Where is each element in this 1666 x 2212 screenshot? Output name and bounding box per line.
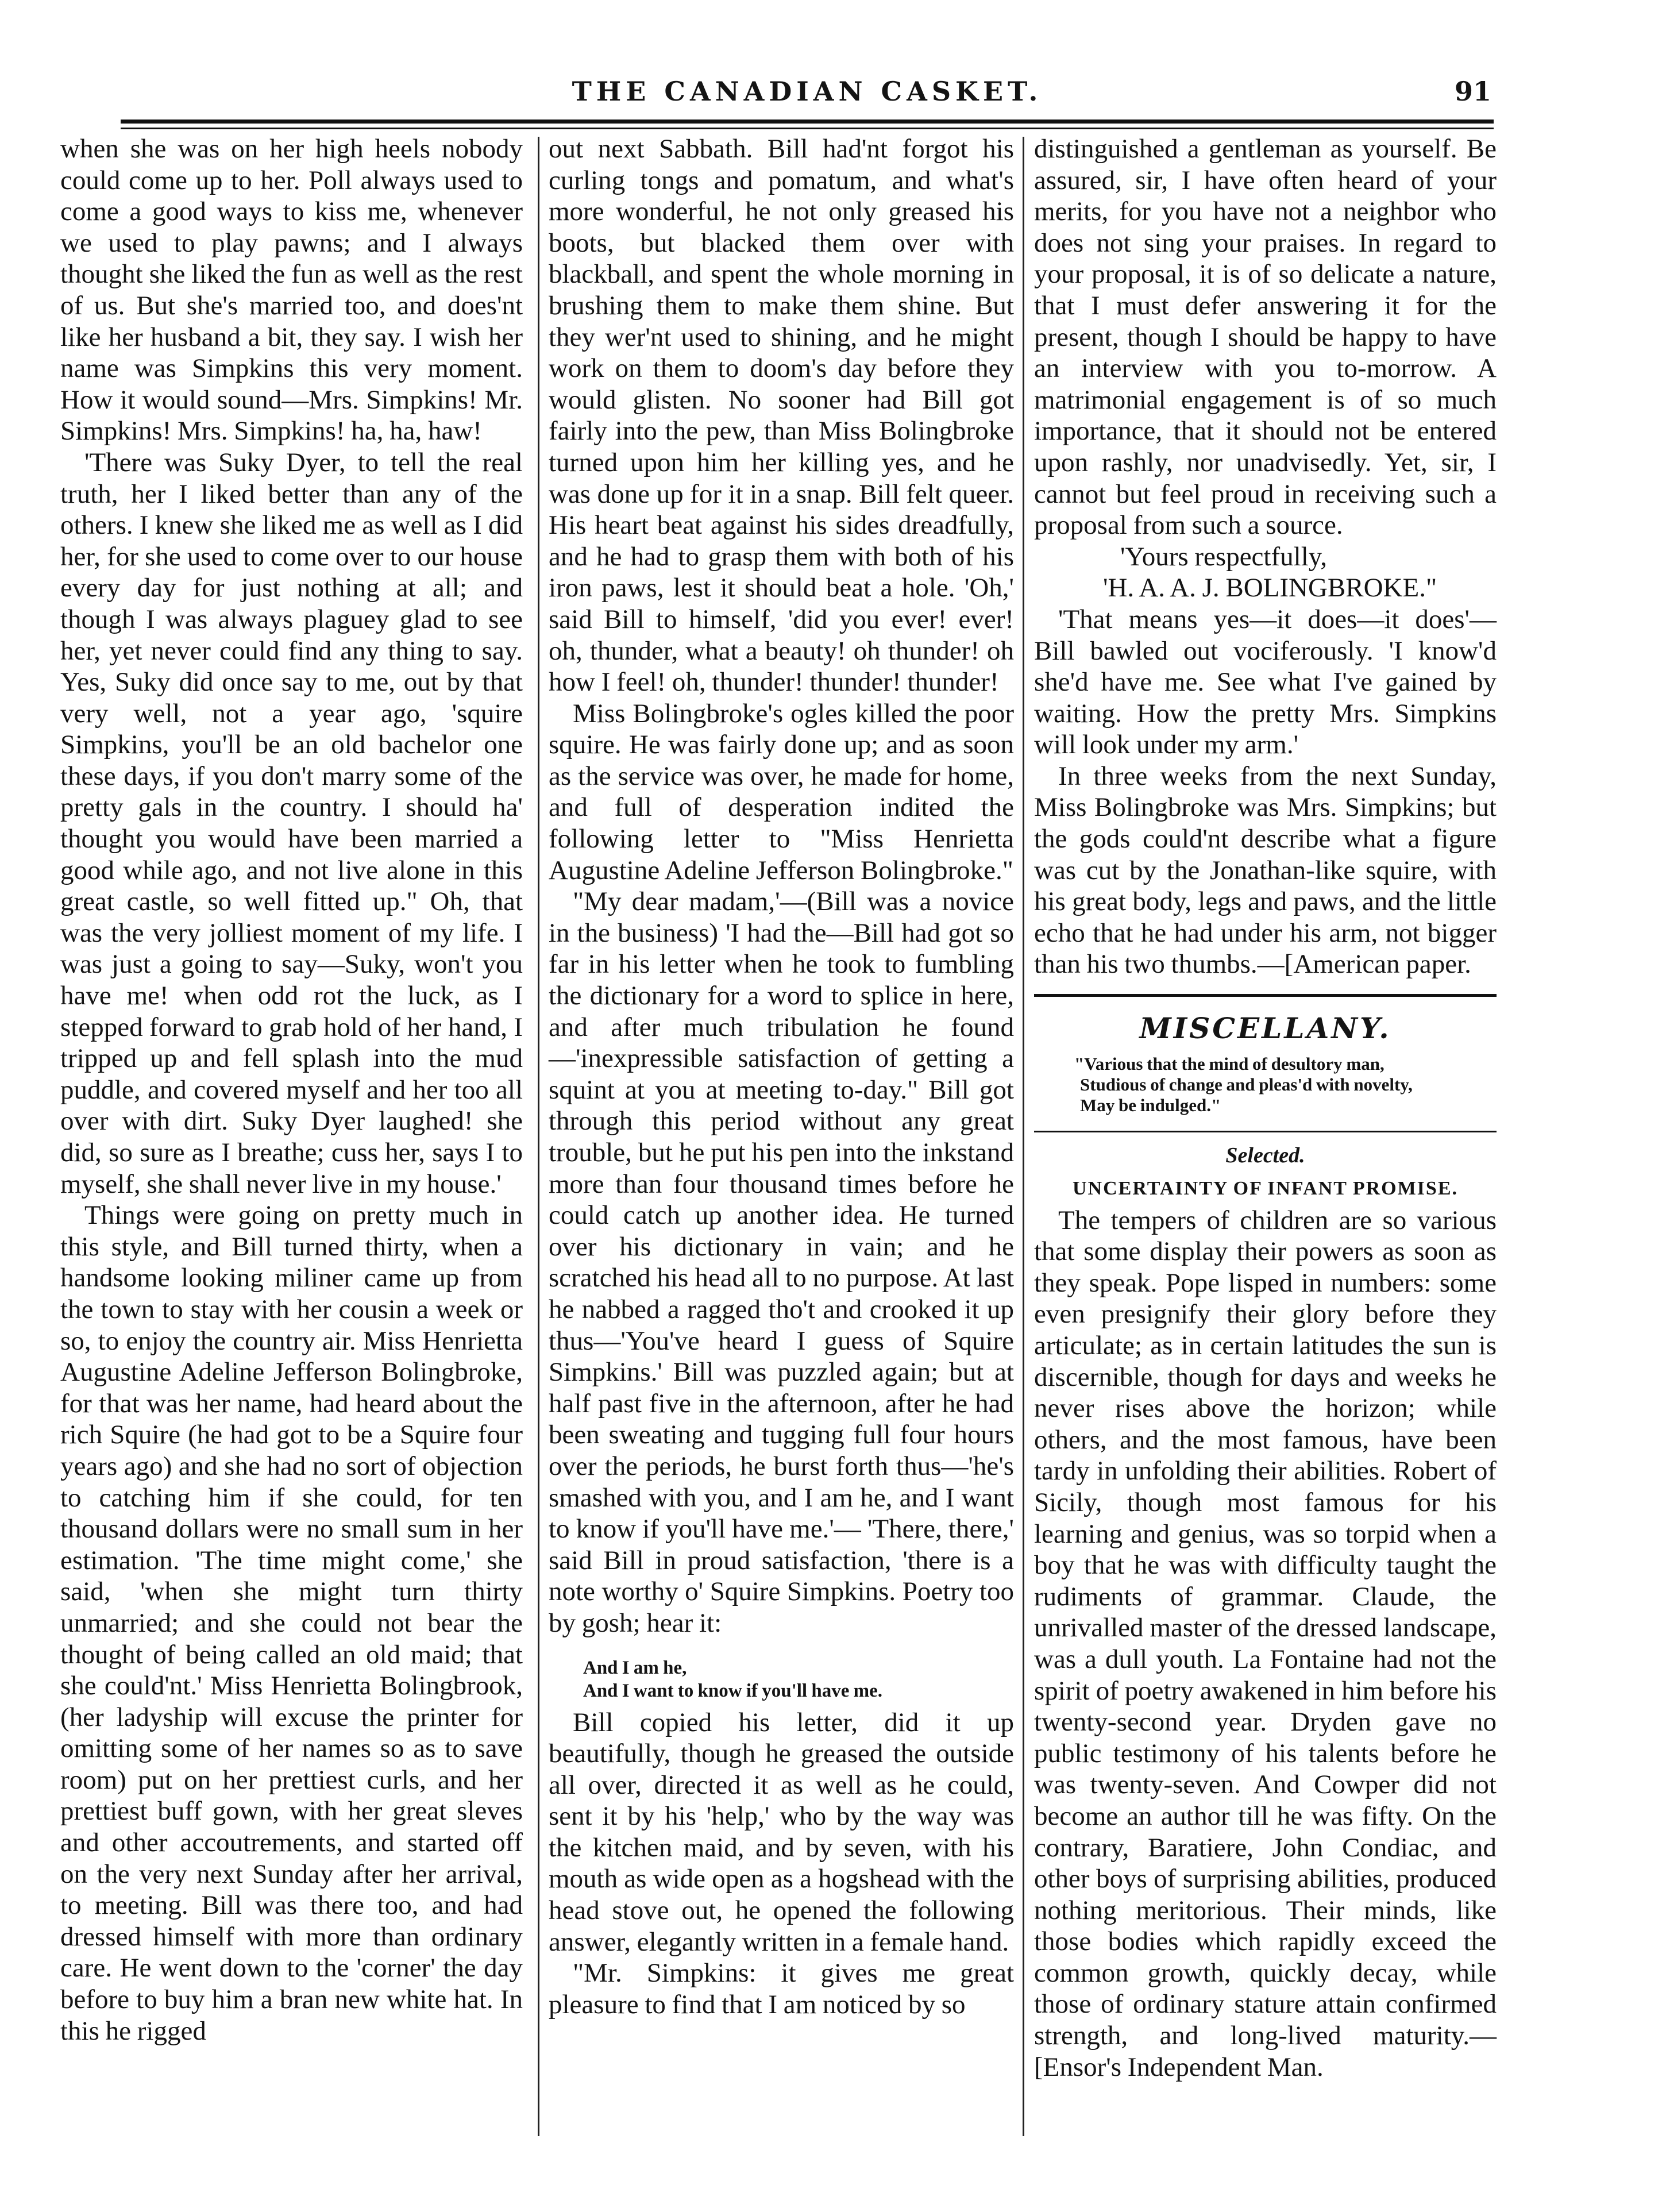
header-rule-thick — [121, 120, 1494, 124]
epigraph-line: "Various that the mind of desultory man, — [1074, 1053, 1385, 1074]
letter-closing: 'Yours respectfully, — [1120, 541, 1327, 572]
section-heading: MISCELLANY. — [1139, 1011, 1391, 1046]
column-3 — [1034, 133, 1497, 2083]
paragraph: Bill copied his letter, did it up beautifully, though he greased the outside all over, directed it as well as he could, sent it by his 'help,' who by the way was the kitchen maid, and by seven, with his mouth as wide open as a hogshead with the head stove out, he opened the following answer, elegantly written in a female hand. — [549, 1707, 1014, 1957]
epigraph — [1034, 1054, 1497, 1116]
miscellany-section — [1034, 994, 1497, 2083]
paragraph: "Mr. Simpkins: it gives me great pleasure to find that I am noticed by so — [549, 1958, 1014, 2020]
page-header — [121, 76, 1494, 122]
article-title: UNCERTAINTY OF INFANT PROMISE. — [1073, 1177, 1458, 1199]
paragraph: "My dear madam,'—(Bill was a novice in the business) 'I had the—Bill had got so far in his letter when he took to fumbling the dictionary for a word to splice in here, and after much tribulation he found—'inexpressible satisfaction of getting a squint at you at meeting to-day." Bill got through this period without any great trouble, but he put his pen into the inkstand more than four thousand times before he could catch up another idea. He turned over his dictionary in vain; and he scratched his head all to no purpose. At last he nabbed a ragged tho't and crooked it up thus—'You've heard I guess of Squire Simpkins.' Bill was puzzled again; but at half past five in the afternoon, after he had been sweating and tugging full four hours over the periods, he burst forth thus—'he's smashed with you, and I am he, and I want to know if you'll have me.'— 'There, there,' said Bill in proud satisfaction, 'there is a note worthy o' Squire Simpkins. Poetry too by gosh; hear it: — [549, 887, 1014, 1638]
paragraph: The tempers of children are so various that some display their powers as soon as they speak. Pope lisped in numbers: some even presignify their glory before they articulate; as in certain latitudes the sun is discernible, though for days and weeks he never rises above the horizon; while others, and the most famous, have been tardy in unfolding their abilities. Robert of Sicily, though most famous for his learning and genius, was so torpid when a boy that he was with difficulty taught the rudiments of grammar. Claude, the unrivalled master of the dressed landscape, was a dull youth. La Fontaine had not the spirit of poetry awakened in him before his twenty-second year. Dryden gave no public testimony of his talents before he was twenty-seven. And Cowper did not become an author till he was fifty. On the contrary, Baratiere, John Condiac, and other boys of surprising abilities, produced nothing meritorious. Their minds, like those bodies which rapidly exceed the common growth, quickly decay, while those of ordinary stature attain confirmed strength, and long-lived maturity.—[Ensor's Independent Man. — [1034, 1205, 1497, 2082]
page-number: 91 — [1454, 76, 1491, 107]
paragraph: 'There was Suky Dyer, to tell the real truth, her I liked better than any of the others. I knew she liked me as well as I did her, for she used to come over to our house every day for just nothing at all; and though I was always plaguey glad to see her, yet never could find any thing to say. Yes, Suky did once say to me, out by that very well, not a year ago, 'squire Simpkins, you'll be an old bachelor one these days, if you don't marry some of the pretty gals in the country. I should ha' thought you would have been married a good while ago, and not live alone in this great castle, so well fitted up." Oh, that was the very jolliest moment of my life. I was just a going to say—Suky, won't you have me! when odd rot the luck, as I stepped forward to grab hold of her hand, I tripped up and fell splash into the mud puddle, and covered myself and her too all over with dirt. Suky Dyer laughed! she did, so sure as I breathe; cuss her, says I to myself, she shall never live in my house.' — [60, 447, 523, 1199]
poem-line: And I am he, — [583, 1657, 687, 1678]
column-2 — [549, 133, 1014, 2020]
journal-title: THE CANADIAN CASKET. — [572, 76, 1043, 107]
paragraph: out next Sabbath. Bill had'nt forgot his curling tongs and pomatum, and what's more wonderful, he not only greased his boots, but blacked them over with blackball, and spent the whole morning in brushing them to make them shine. But they wer'nt used to shining, and he might work on them to doom's day before they would glisten. No sooner had Bill got fairly into the pew, than Miss Bolingbroke turned upon him her killing yes, and he was done up for it in a snap. Bill felt queer. His heart beat against his sides dreadfully, and he had to grasp them with both of his iron paws, lest it should beat a hole. 'Oh,' said Bill to himself, 'did you ever! ever! oh, thunder, what a beauty! oh thunder! oh how I feel! oh, thunder! thunder! thunder! — [549, 134, 1014, 697]
paragraph: 'That means yes—it does—it does'—Bill bawled out vociferously. 'I know'd she'd have me. See what I've gained by waiting. How the pretty Mrs. Simpkins will look under my arm.' — [1034, 604, 1497, 760]
poem-line: And I want to know if you'll have me. — [583, 1680, 882, 1701]
column-1 — [60, 133, 523, 2047]
epigraph-line: Studious of change and pleas'd with novelty, — [1080, 1074, 1413, 1095]
letter-signature: 'H. A. A. J. BOLINGBROKE." — [1103, 573, 1437, 603]
header-rule-thin — [121, 128, 1494, 129]
epigraph-line: May be indulged." — [1080, 1095, 1221, 1115]
paragraph: when she was on her high heels nobody could come up to her. Poll always used to come a good ways to kiss me, whenever we used to play pawns; and I always thought she liked the fun as well as the rest of us. But she's married too, and does'nt like her husband a bit, they say. I wish her name was Simpkins this very moment. How it would sound—Mrs. Simpkins! Mr. Simpkins! Mrs. Simpkins! ha, ha, haw! — [60, 134, 523, 446]
selected-label: Selected. — [1225, 1143, 1305, 1167]
poem-excerpt — [583, 1656, 1014, 1702]
section-rule — [1034, 994, 1497, 997]
paragraph: In three weeks from the next Sunday, Miss Bolingbroke was Mrs. Simpkins; but the gods could'nt describe what a figure was cut by the Jonathan-like squire, with his great body, legs and paws, and the little echo that he had under his arm, not bigger than his two thumbs.—[American paper. — [1034, 761, 1497, 980]
paragraph: Miss Bolingbroke's ogles killed the poor squire. He was fairly done up; and as soon as the service was over, he made for home, and full of desperation indited the following letter to "Miss Henrietta Augustine Adeline Jefferson Bolingbroke." — [549, 698, 1014, 885]
column-divider-right — [1023, 137, 1024, 2136]
column-divider-left — [538, 137, 539, 2136]
section-rule-thin — [1034, 1131, 1497, 1132]
paragraph: Things were going on pretty much in this style, and Bill turned thirty, when a handsome looking miliner came up from the town to stay with her cousin a week or so, to enjoy the country air. Miss Henrietta Augustine Adeline Jefferson Bolingbroke, for that was her name, had heard about the rich Squire (he had got to be a Squire four years ago) and she had no sort of objection to catching him if she could, for ten thousand dollars were no small sum in her estimation. 'The time might come,' she said, 'when she might turn thirty unmarried; and she could not bear the thought of being called an old maid; that she could'nt.' Miss Henrietta Bolingbrook, (her ladyship will excuse the printer for omitting some of her names so as to save room) put on her prettiest curls, and her prettiest buff gown, with her great sleves and other accoutrements, and started off on the very next Sunday after her arrival, to meeting. Bill was there too, and had dressed himself with more than ordinary care. He went down to the 'corner' the day before to buy him a bran new white hat. In this he rigged — [60, 1200, 523, 2046]
paragraph: distinguished a gentleman as yourself. Be assured, sir, I have often heard of your merits, for you have not a neighbor who does not sing your praises. In regard to your proposal, it is of so delicate a nature, that I must defer answering it for the present, though I should be happy to have an interview with you to-morrow. A matrimonial engagement is of so much importance, that it should not be entered upon rashly, nor unadvisedly. Yet, sir, I cannot but feel proud in receiving such a proposal from such a source. — [1034, 134, 1497, 541]
